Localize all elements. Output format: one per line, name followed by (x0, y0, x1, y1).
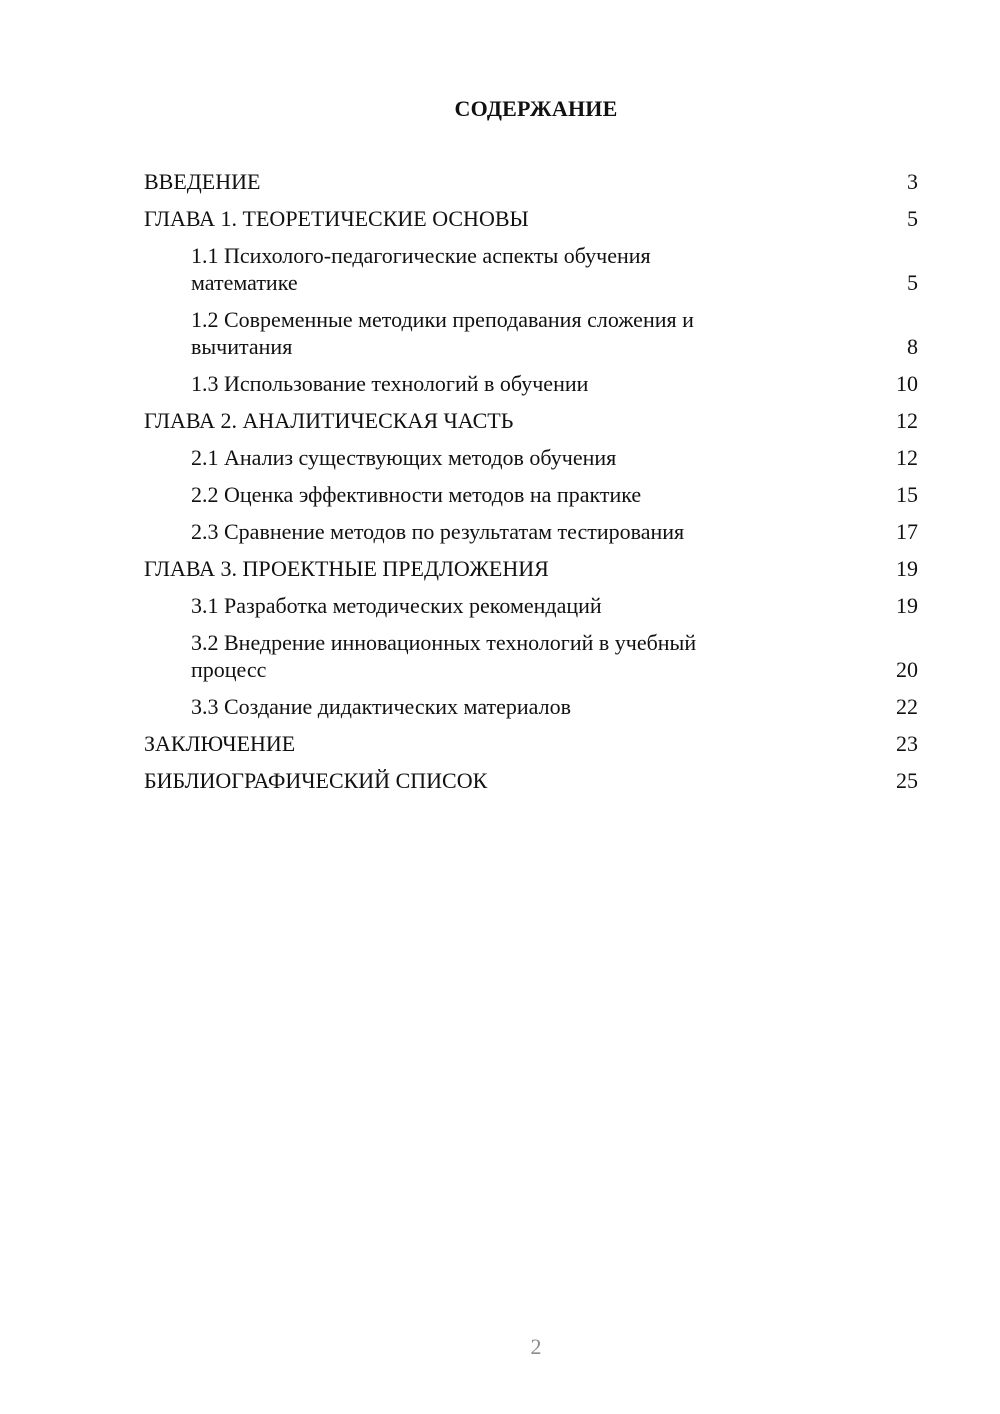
toc-entry-page: 12 (896, 408, 918, 433)
toc-entry-introduction[interactable] (144, 168, 918, 195)
toc-entry-label: 1.1 Психолого-педагогические аспекты обучения математике (191, 243, 651, 295)
toc-entry-page: 20 (896, 657, 918, 682)
toc-entry-label: 1.2 Современные методики преподавания сложения и вычитания (191, 307, 694, 359)
toc-entry-chapter-3[interactable] (144, 555, 918, 582)
table-of-contents (144, 168, 918, 804)
toc-entry-label: 1.3 Использование технологий в обучении (191, 371, 589, 396)
toc-entry-page: 25 (896, 768, 918, 793)
toc-entry-bibliography[interactable] (144, 767, 918, 794)
toc-entry-section-3-3[interactable] (144, 693, 918, 720)
toc-entry-section-1-2[interactable] (144, 306, 918, 360)
toc-entry-page: 15 (896, 482, 918, 507)
toc-entry-section-3-1[interactable] (144, 592, 918, 619)
toc-entry-page: 10 (896, 371, 918, 396)
toc-entry-label: БИБЛИОГРАФИЧЕСКИЙ СПИСОК (144, 768, 488, 793)
toc-entry-page: 8 (907, 334, 918, 359)
toc-entry-section-1-3[interactable] (144, 370, 918, 397)
toc-entry-page: 5 (907, 206, 918, 231)
toc-entry-label: 2.3 Сравнение методов по результатам тестирования (191, 519, 685, 544)
toc-entry-section-3-2[interactable] (144, 629, 918, 683)
toc-entry-page: 22 (896, 694, 918, 719)
toc-entry-section-1-1[interactable] (144, 242, 918, 296)
toc-entry-label: 2.1 Анализ существующих методов обучения (191, 445, 617, 470)
toc-entry-label: 3.1 Разработка методических рекомендаций (191, 593, 602, 618)
toc-entry-label: ГЛАВА 3. ПРОЕКТНЫЕ ПРЕДЛОЖЕНИЯ (144, 556, 549, 581)
toc-entry-chapter-2[interactable] (144, 407, 918, 434)
toc-entry-label: ЗАКЛЮЧЕНИЕ (144, 731, 296, 756)
toc-entry-label: ГЛАВА 2. АНАЛИТИЧЕСКАЯ ЧАСТЬ (144, 408, 514, 433)
toc-entry-page: 23 (896, 731, 918, 756)
toc-entry-page: 12 (896, 445, 918, 470)
toc-entry-label: 2.2 Оценка эффективности методов на практике (191, 482, 642, 507)
toc-entry-label: 3.2 Внедрение инновационных технологий в учебный процесс (191, 630, 697, 682)
toc-entry-page: 3 (907, 169, 918, 194)
page-number: 2 (530, 1334, 542, 1359)
toc-entry-section-2-2[interactable] (144, 481, 918, 508)
toc-entry-section-2-1[interactable] (144, 444, 918, 471)
toc-entry-label: 3.3 Создание дидактических материалов (191, 694, 571, 719)
toc-entry-page: 19 (896, 593, 918, 618)
toc-entry-conclusion[interactable] (144, 730, 918, 757)
toc-entry-page: 5 (907, 270, 918, 295)
toc-entry-page: 19 (896, 556, 918, 581)
toc-entry-chapter-1[interactable] (144, 205, 918, 232)
toc-entry-label: ВВЕДЕНИЕ (144, 169, 261, 194)
toc-title: СОДЕРЖАНИЕ (454, 96, 618, 121)
toc-entry-page: 17 (896, 519, 918, 544)
toc-entry-section-2-3[interactable] (144, 518, 918, 545)
toc-entry-label: ГЛАВА 1. ТЕОРЕТИЧЕСКИЕ ОСНОВЫ (144, 206, 529, 231)
